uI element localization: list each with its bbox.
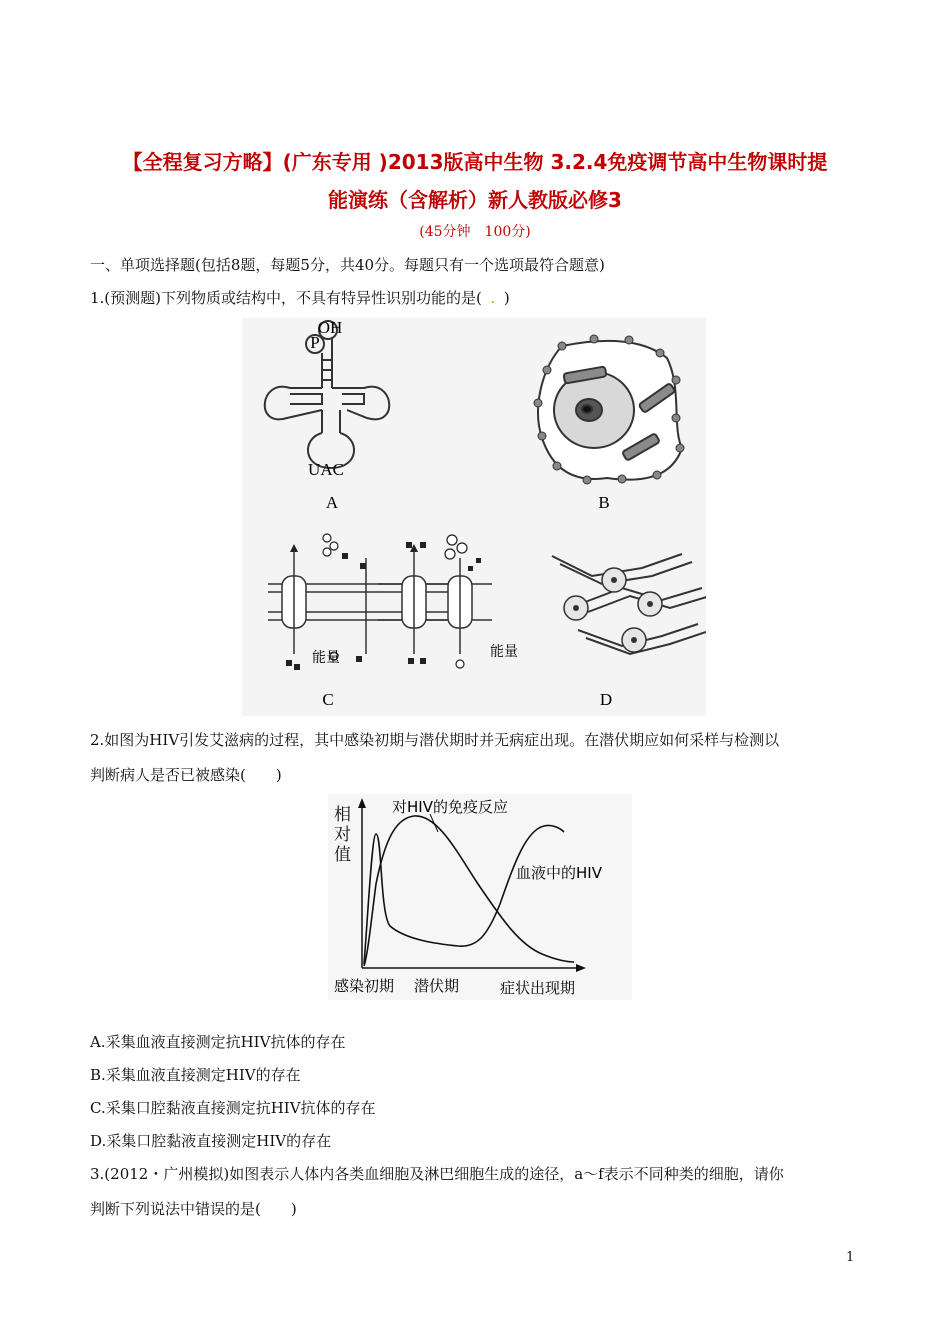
figure-label-a: A (325, 493, 339, 512)
y-axis-label-3: 值 (334, 845, 351, 865)
y-axis-label-2: 对 (334, 825, 351, 845)
question-1-figure (242, 318, 706, 716)
section-heading: 一、单项选择题(包括8题，每题5分，共40分。每题只有一个选项最符合题意) (90, 256, 605, 274)
title-line-2: 能演练（含解析）新人教版必修3 (328, 188, 622, 212)
figure-label-d: D (599, 690, 613, 709)
question-2-line-1: 2.如图为HIV引发艾滋病的过程，其中感染初期与潜伏期时并无病症出现。在潜伏期应如何采样与检测以 (90, 731, 780, 749)
energy-label-right: 能量 (490, 644, 518, 660)
option-a: A.采集血液直接测定抗HIV抗体的存在 (90, 1033, 346, 1051)
hiv-chart (328, 794, 632, 1000)
figure-label-b: B (598, 493, 610, 512)
cell-diagram (538, 341, 682, 480)
figure-label-c: C (322, 690, 334, 709)
answer-mark-dot: . (490, 289, 496, 307)
option-c: C.采集口腔黏液直接测定抗HIV抗体的存在 (90, 1099, 376, 1117)
question-1-tail: ) (503, 289, 510, 307)
question-1 (90, 287, 510, 308)
curve-2-label: 血液中的HIV (516, 864, 602, 882)
x-label-latent: 潜伏期 (414, 977, 460, 995)
x-label-symptom: 症状出现期 (500, 979, 576, 997)
question-2-line-2: 判断病人是否已被感染( ) (90, 766, 282, 784)
option-d: D.采集口腔黏液直接测定HIV的存在 (90, 1132, 332, 1150)
curve-1-label: 对HIV的免疫反应 (392, 798, 508, 816)
question-3-line-2: 判断下列说法中错误的是( ) (90, 1200, 297, 1218)
option-b: B.采集血液直接测定HIV的存在 (90, 1066, 301, 1084)
y-axis-label-1: 相 (334, 805, 351, 825)
energy-label-left: 能量 (312, 650, 340, 666)
page-number: 1 (846, 1250, 855, 1265)
subtitle-time-score: (45分钟 100分) (419, 224, 531, 240)
title-line-1: 【全程复习方略】(广东专用 )2013版高中生物 3.2.4免疫调节高中生物课时提 (122, 150, 828, 174)
trna-anticodon-label: UAC (308, 460, 344, 479)
question-1-text: 1.(预测题)下列物质或结构中，不具有特异性识别功能的是( (90, 289, 482, 307)
question-3-line-1: 3.(2012・广州模拟)如图表示人体内各类血细胞及淋巴细胞生成的途径，a～f表示不同种类的细胞，请你 (90, 1165, 784, 1183)
trna-oh-label: OH (317, 318, 343, 337)
trna-p-label: P (310, 333, 320, 352)
x-label-early: 感染初期 (334, 977, 395, 995)
